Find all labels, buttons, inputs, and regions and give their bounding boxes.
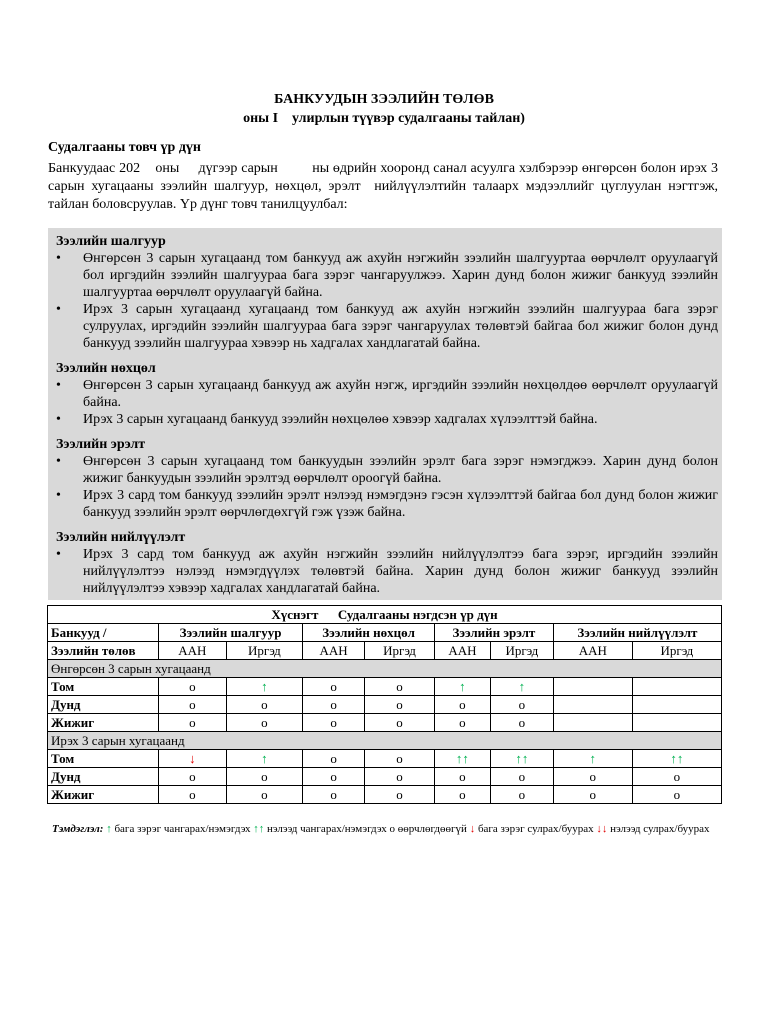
table-cell: ↑↑ bbox=[435, 750, 491, 768]
section-heading-demand: Зээлийн эрэлт bbox=[56, 437, 146, 452]
report-subtitle: оны I улирлын түүвэр судалгааны тайлан) bbox=[243, 111, 525, 126]
legend-title: Тэмдэглэл: bbox=[52, 823, 104, 835]
table-cell: o bbox=[490, 786, 553, 804]
table-cell: ↑ bbox=[490, 678, 553, 696]
legend-text: өөрчлөгдөөгүй bbox=[397, 823, 467, 835]
table-cell: o bbox=[226, 768, 302, 786]
table-cell: o bbox=[553, 768, 632, 786]
table-row bbox=[48, 714, 722, 732]
table-cell: o bbox=[159, 786, 227, 804]
double-arrow-up-icon: ↑↑ bbox=[253, 823, 265, 835]
list-item: • Ирэх 3 сард том банкууд зээлийн эрэлт нэлээд нэмэгдэнэ гэсэн хүлээлттэй байгаа бол дунд болон жижиг банкууд зээлийн эрэлт өөрчлөгдөхгүй гэж үзэж байна. bbox=[56, 487, 718, 521]
report-title: БАНКУУДЫН ЗЭЭЛИЙН ТӨЛӨВ bbox=[274, 92, 494, 107]
table-cell: o bbox=[159, 768, 227, 786]
bank-label: Дунд bbox=[48, 696, 159, 714]
group-header: Зээлийн нөхцөл bbox=[303, 624, 435, 642]
summary-heading: Судалгааны товч үр дүн bbox=[48, 140, 201, 155]
table-cell: o bbox=[435, 786, 491, 804]
legend-text: бага зэрэг сулрах/буурах bbox=[477, 823, 594, 835]
table-cell: o bbox=[159, 714, 227, 732]
criteria-list bbox=[56, 250, 718, 352]
demand-list bbox=[56, 453, 718, 521]
arrow-up-icon: ↑ bbox=[106, 823, 112, 835]
table-cell: o bbox=[303, 714, 365, 732]
list-item: • Ирэх 3 сарын хугацаанд банкууд зээлийн нөхцөлөө хэвээр хадгалах хүлээлттэй байна. bbox=[56, 411, 718, 428]
table-cell: o bbox=[226, 696, 302, 714]
legend-text: нэлээд чангарах/нэмэгдэх bbox=[267, 823, 387, 835]
table-cell: o bbox=[632, 768, 721, 786]
table-cell: ↑ bbox=[435, 678, 491, 696]
bank-label: Жижиг bbox=[48, 714, 159, 732]
table-cell bbox=[632, 696, 721, 714]
table-cell: o bbox=[303, 678, 365, 696]
table-cell: o bbox=[490, 696, 553, 714]
group-header: Зээлийн эрэлт bbox=[435, 624, 554, 642]
table-cell: ↑↑ bbox=[490, 750, 553, 768]
table-cell: o bbox=[365, 678, 435, 696]
table-cell: o bbox=[435, 768, 491, 786]
arrow-down-icon: ↓ bbox=[469, 823, 476, 835]
bank-label: Том bbox=[48, 678, 159, 696]
legend-text: нэлээд сулрах/буурах bbox=[610, 823, 710, 835]
table-cell bbox=[553, 714, 632, 732]
table-cell: ↑ bbox=[226, 750, 302, 768]
subcol-header: Иргэд bbox=[365, 642, 435, 660]
period-row-past: Өнгөрсөн 3 сарын хугацаанд bbox=[48, 660, 722, 678]
list-item: • Өнгөрсөн 3 сарын хугацаанд том банкууд аж ахуйн нэгжийн зээлийн шалгууртаа өөрчлөлт оруулаагүй бол иргэдийн зээлийн шалгуураа бага зэрэг чангаруулжээ. Харин дунд болон жижиг банкууд зээлийн шалгууртаа өөрчлөлт оруулаагүй байна. bbox=[56, 250, 718, 301]
table-cell: o bbox=[553, 786, 632, 804]
subcol-header: Иргэд bbox=[632, 642, 721, 660]
table-cell: o bbox=[159, 696, 227, 714]
table-row bbox=[48, 750, 722, 768]
table-cell: ↓ bbox=[159, 750, 227, 768]
table-cell bbox=[632, 678, 721, 696]
table-cell: o bbox=[490, 768, 553, 786]
table-cell: o bbox=[435, 714, 491, 732]
summary-box bbox=[48, 228, 722, 600]
table-row bbox=[48, 678, 722, 696]
table-cell: ↑ bbox=[553, 750, 632, 768]
corner-label-1: Банкууд / bbox=[48, 624, 159, 642]
legend bbox=[52, 822, 722, 837]
group-header: Зээлийн нийлүүлэлт bbox=[553, 624, 721, 642]
corner-label-2: Зээлийн төлөв bbox=[48, 642, 159, 660]
table-cell bbox=[553, 678, 632, 696]
table-cell: o bbox=[226, 714, 302, 732]
subcol-header: ААН bbox=[159, 642, 227, 660]
table-cell: o bbox=[159, 678, 227, 696]
table-cell: o bbox=[490, 714, 553, 732]
legend-text: бага зэрэг чангарах/нэмэгдэх bbox=[114, 823, 251, 835]
table-cell bbox=[553, 696, 632, 714]
table-cell: o bbox=[365, 750, 435, 768]
table-cell: o bbox=[365, 786, 435, 804]
table-cell: o bbox=[632, 786, 721, 804]
table-row bbox=[48, 768, 722, 786]
table-cell: o bbox=[303, 750, 365, 768]
list-item: • Өнгөрсөн 3 сарын хугацаанд банкууд аж ахуйн нэгж, иргэдийн зээлийн нөхцөлдөө өөрчлөлт оруулаагүй байна. bbox=[56, 377, 718, 411]
bank-label: Жижиг bbox=[48, 786, 159, 804]
list-item: • Ирэх 3 сард том банкууд аж ахуйн нэгжийн зээлийн нийлүүлэлтээ бага зэрэг, иргэдийн зээлийн нийлүүлэлтээ нэлээд нэмэгдүүлэх төлөвтэй байна. Харин дунд болон жижиг банкууд зээлийн нийлүүлэлтээ хэвээр хадгалах хандлагатай байна. bbox=[56, 546, 718, 597]
table-cell: o bbox=[365, 696, 435, 714]
subcol-header: Иргэд bbox=[490, 642, 553, 660]
section-heading-supply: Зээлийн нийлүүлэлт bbox=[56, 530, 186, 545]
table-cell: ↑↑ bbox=[632, 750, 721, 768]
terms-list bbox=[56, 377, 718, 428]
section-heading-criteria: Зээлийн шалгуур bbox=[56, 234, 166, 249]
table-cell: o bbox=[435, 696, 491, 714]
table-cell bbox=[632, 714, 721, 732]
bank-label: Дунд bbox=[48, 768, 159, 786]
table-row bbox=[48, 786, 722, 804]
subcol-header: ААН bbox=[303, 642, 365, 660]
section-heading-terms: Зээлийн нөхцөл bbox=[56, 361, 156, 376]
table-cell: o bbox=[365, 714, 435, 732]
table-caption: Хүснэгт Судалгааны нэгдсэн үр дүн bbox=[48, 606, 722, 624]
subcol-header: ААН bbox=[553, 642, 632, 660]
results-table bbox=[47, 605, 722, 804]
supply-list bbox=[56, 546, 718, 597]
table-row bbox=[48, 696, 722, 714]
no-change-icon: o bbox=[389, 823, 395, 835]
bank-label: Том bbox=[48, 750, 159, 768]
subcol-header: ААН bbox=[435, 642, 491, 660]
table-cell: ↑ bbox=[226, 678, 302, 696]
double-arrow-down-icon: ↓↓ bbox=[596, 823, 608, 835]
table-cell: o bbox=[365, 768, 435, 786]
table-cell: o bbox=[303, 696, 365, 714]
table-cell: o bbox=[303, 786, 365, 804]
intro-paragraph: Банкуудаас 202 оны дүгээр сарын ны өдрийн хооронд санал асуулга хэлбэрээр өнгөрсөн болон ирэх 3 сарын хугацааны зээлийн шалгуур, нөхцөл, эрэлт нийлүүлэлтийн талаарх мэдээллийг цуглуулан нэгтгэж, тайлан боловсруулав. Үр дүнг товч танилцуулбал: bbox=[48, 161, 722, 212]
list-item: • Ирэх 3 сарын хугацаанд хугацаанд том банкууд аж ахуйн нэгжийн зээлийн шалгуураа бага зэрэг сулруулах, иргэдийн зээлийн шалгуураа бага зэрэг чангаруулах төлөвтэй байгаа бол жижиг болон дунд банкууд зээлийн шалгуураа хэвээр нь хадгалах хандлагатай байна. bbox=[56, 301, 718, 352]
subcol-header: Иргэд bbox=[226, 642, 302, 660]
table-cell: o bbox=[303, 768, 365, 786]
group-header: Зээлийн шалгуур bbox=[159, 624, 303, 642]
table-cell: o bbox=[226, 786, 302, 804]
list-item: • Өнгөрсөн 3 сарын хугацаанд том банкуудын зээлийн эрэлт бага зэрэг нэмэгджээ. Харин дунд болон жижиг банкуудын зээлийн эрэлтэд өөрчлөлт ороогүй байна. bbox=[56, 453, 718, 487]
period-row-next: Ирэх 3 сарын хугацаанд bbox=[48, 732, 722, 750]
